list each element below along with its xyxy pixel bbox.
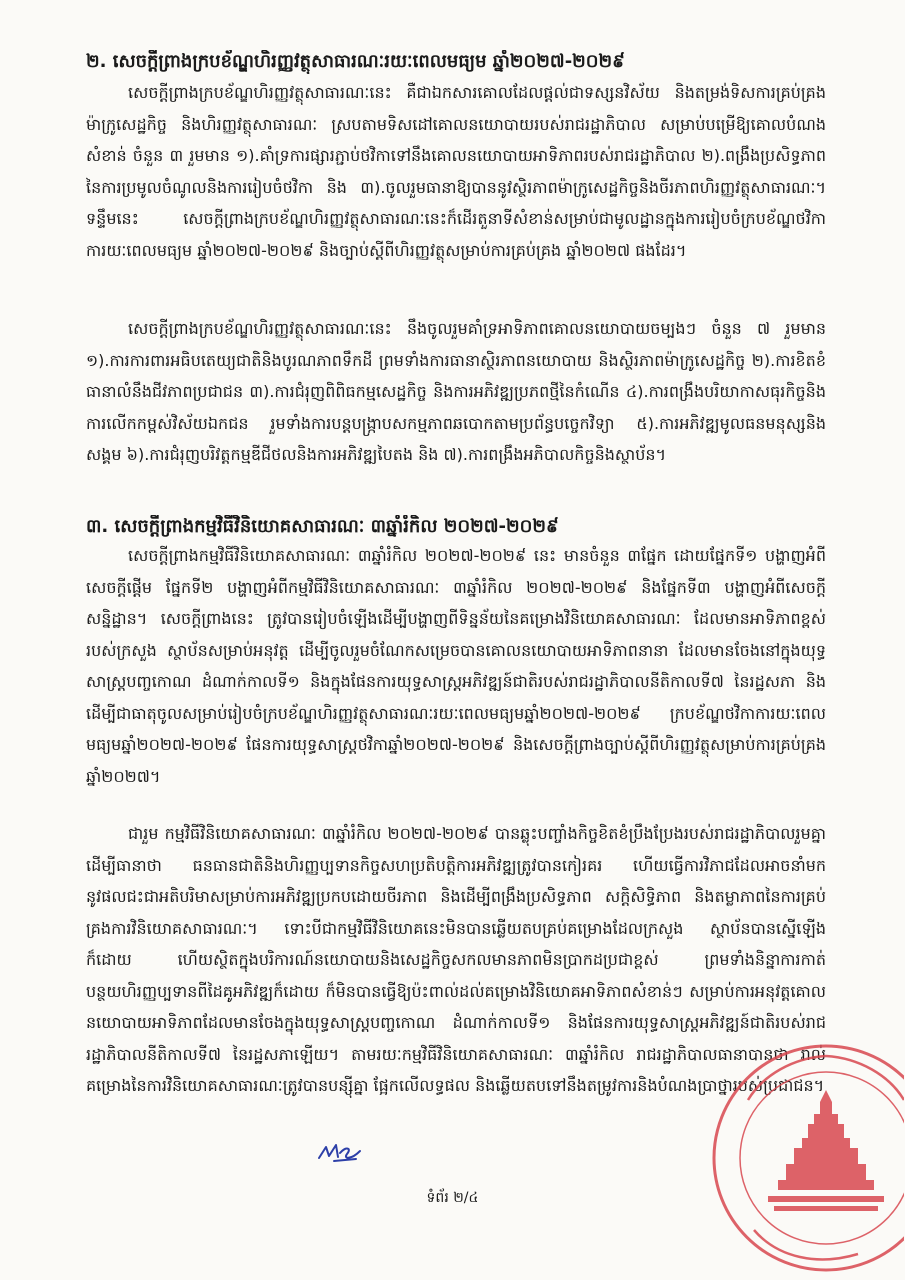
page-number: ទំព័រ ២/៤ (426, 1190, 479, 1206)
section-3-heading: ៣. សេចក្ដីព្រាងកម្មវិធីវិនិយោគសាធារណៈ ៣ឆ្នាំរំកិល ២០២៧-២០២៩ (86, 516, 559, 537)
section-3-paragraph-2: ជារួម កម្មវិធីវិនិយោគសាធារណៈ ៣ឆ្នាំរំកិល ២០២៧-២០២៩ បានឆ្លុះបញ្ចាំងកិច្ចខិតខំប្រឹងប្រែងរបស់រាជរដ្ឋាភិបាលរួមគ្នា ដើម្បីធានាថា ធនធានជាតិនិងហិរញ្ញប្បទានកិច្ចសហប្រតិបត្តិការអភិវឌ្ឍត្រូវបានកៀរគរ ហើយធ្វើការវិភាជដែលអាចនាំមកនូវផលជះជាអតិបរិមាសម្រាប់ការអភិវឌ្ឍប្រកបដោយចីរភាព និងដើម្បីពង្រឹងប្រសិទ្ធភាព សក្តិសិទ្ធិភាព និងតម្លាភាពនៃការគ្រប់គ្រងការវិនិយោគសាធារណៈ។ ទោះបីជាកម្មវិធីវិនិយោគនេះមិនបានឆ្លើយតបគ្រប់គម្រោងដែលក្រសួង ស្ថាប័នបានស្នើឡើងក៏ដោយ ហើយស្ថិតក្នុងបរិការណ៍នយោបាយនិងសេដ្ឋកិច្ចសកលមានភាពមិនប្រាកដប្រជាខ្ពស់ ព្រមទាំងនិន្នាការកាត់បន្ថយហិរញ្ញប្បទានពីដៃគូអភិវឌ្ឍក៏ដោយ ក៏មិនបានធ្វើឱ្យប៉ះពាល់ដល់គម្រោងវិនិយោគអាទិភាពសំខាន់ៗ សម្រាប់ការអនុវត្តគោលនយោបាយអាទិភាពដែលមានចែងក្នុងយុទ្ធសាស្ត្របញ្ចកោណ ដំណាក់កាលទី១ និងផែនការយុទ្ធសាស្ត្រអភិវឌ្ឍន៍ជាតិរបស់រាជរដ្ឋាភិបាលនីតិកាលទី៧ នៃរដ្ឋសភាឡើយ។ តាមរយៈកម្មវិធីវិនិយោគសាធារណៈ ៣ឆ្នាំរំកិល រាជរដ្ឋាភិបាលធានាបានថា រាល់គម្រោងនៃការវិនិយោគសាធារណៈត្រូវបានបន្សុីគ្នា ផ្អែកលើលទ្ធផល និងឆ្លើយតបទៅនឹងតម្រូវការនិងបំណងប្រាថ្នារបស់ប្រជាជន។ (86, 824, 826, 1095)
section-3-paragraph-1: សេចក្ដីព្រាងកម្មវិធីវិនិយោគសាធារណៈ ៣ឆ្នាំរំកិល ២០២៧-២០២៩ នេះ មានចំនួន ៣ផ្នែក ដោយផ្នែកទី១ បង្ហាញអំពីសេចក្ដីផ្ដើម ផ្នែកទី២ បង្ហាញអំពីកម្មវិធីវិនិយោគសាធារណៈ ៣ឆ្នាំរំកិល ២០២៧-២០២៩ និងផ្នែកទី៣ បង្ហាញអំពីសេចក្ដីសន្និដ្ឋាន។ សេចក្ដីព្រាងនេះ ត្រូវបានរៀបចំឡើងដើម្បីបង្ហាញពីទិន្នន័យនៃគម្រោងវិនិយោគសាធារណៈ ដែលមានអាទិភាពខ្ពស់របស់ក្រសួង ស្ថាប័នសម្រាប់អនុវត្ត ដើម្បីចូលរួមចំណែកសម្រេចបានគោលនយោបាយអាទិភាពនានា ដែលមានចែងនៅក្នុងយុទ្ធសាស្ត្របញ្ចកោណ ដំណាក់កាលទី១ និងក្នុងផែនការយុទ្ធសាស្ត្រអភិវឌ្ឍន៍ជាតិរបស់រាជរដ្ឋាភិបាលនីតិកាលទី៧ នៃរដ្ឋសភា និងដើម្បីជាធាតុចូលសម្រាប់រៀបចំក្របខ័ណ្ឌហិរញ្ញវត្ថុសាធារណៈរយៈពេលមធ្យមឆ្នាំ២០២៧-២០២៩ ក្របខ័ណ្ឌថវិកាការយៈពេលមធ្យមឆ្នាំ២០២៧-២០២៩ ផែនការយុទ្ធសាស្ត្រថវិកាឆ្នាំ២០២៧-២០២៩ និងសេចក្ដីព្រាងច្បាប់ស្ដីពីហិរញ្ញវត្ថុសម្រាប់ការគ្រប់គ្រងឆ្នាំ២០២៧។ (86, 546, 826, 786)
official-seal-stamp-icon (708, 1040, 904, 1276)
section-2-paragraph-2: សេចក្ដីព្រាងក្របខ័ណ្ឌហិរញ្ញវត្ថុសាធារណៈនេះ នឹងចូលរួមគាំទ្រអាទិភាពគោលនយោបាយចម្បងៗ ចំនួន ៧ រួមមាន ១).ការការពារអធិបតេយ្យជាតិនិងបូរណភាពទឹកដី ព្រមទាំងការធានាស្ថិរភាពនយោបាយ និងស្ថិរភាពម៉ាក្រូសេដ្ឋកិច្ច ២).ការខិតខំធានាលំនឹងជីវភាពប្រជាជន ៣).ការជំរុញពិពិធកម្មសេដ្ឋកិច្ច និងការអភិវឌ្ឍប្រភពថ្មីនៃកំណើន ៤).ការពង្រឹងបរិយាកាសធុរកិច្ចនិងការលើកកម្ពស់វិស័យឯកជន រួមទាំងការបន្តបង្ក្រាបសកម្មភាពឆបោកតាមប្រព័ន្ធបច្ចេកវិទ្យា ៥).ការអភិវឌ្ឍមូលធនមនុស្សនិងសង្គម ៦).ការជំរុញបរិវត្តកម្មឌីជីថលនិងការអភិវឌ្ឍបៃតង និង ៧).ការពង្រឹងអភិបាលកិច្ចនិងស្ថាប័ន។ (86, 319, 826, 464)
section-2-paragraph-1: សេចក្ដីព្រាងក្របខ័ណ្ឌហិរញ្ញវត្ថុសាធារណៈនេះ គឺជាឯកសារគោលដែលផ្ដល់ជាទស្សនវិស័យ និងតម្រង់ទិសការគ្រប់គ្រងម៉ាក្រូសេដ្ឋកិច្ច និងហិរញ្ញវត្ថុសាធារណៈ ស្របតាមទិសដៅគោលនយោបាយរបស់រាជរដ្ឋាភិបាល សម្រាប់បម្រើឱ្យគោលបំណងសំខាន់ ចំនួន ៣ រួមមាន ១).គាំទ្រការផ្សារភ្ជាប់ថវិកាទៅនឹងគោលនយោបាយអាទិភាពរបស់រាជរដ្ឋាភិបាល ២).ពង្រឹងប្រសិទ្ធភាពនៃការប្រមូលចំណូលនិងការរៀបចំថវិកា និង ៣).ចូលរួមធានាឱ្យបាននូវស្ថិរភាពម៉ាក្រូសេដ្ឋកិច្ចនិងចីរភាពហិរញ្ញវត្ថុសាធារណៈ។ ទន្ទឹមនេះ សេចក្ដីព្រាងក្របខ័ណ្ឌហិរញ្ញវត្ថុសាធារណៈនេះក៏ដើរតួនាទីសំខាន់សម្រាប់ជាមូលដ្ឋានក្នុងការរៀបចំក្របខ័ណ្ឌថវិកាការយៈពេលមធ្យម ឆ្នាំ២០២៧-២០២៩ និងច្បាប់ស្ដីពីហិរញ្ញវត្ថុសម្រាប់ការគ្រប់គ្រង ឆ្នាំ២០២៧ ផងដែរ។ (86, 83, 826, 260)
section-2-heading: ២. សេចក្ដីព្រាងក្របខ័ណ្ឌហិរញ្ញវត្ថុសាធារណៈរយៈពេលមធ្យម ឆ្នាំ២០២៧-២០២៩ (86, 51, 625, 72)
handwritten-initials-icon (316, 1140, 364, 1166)
